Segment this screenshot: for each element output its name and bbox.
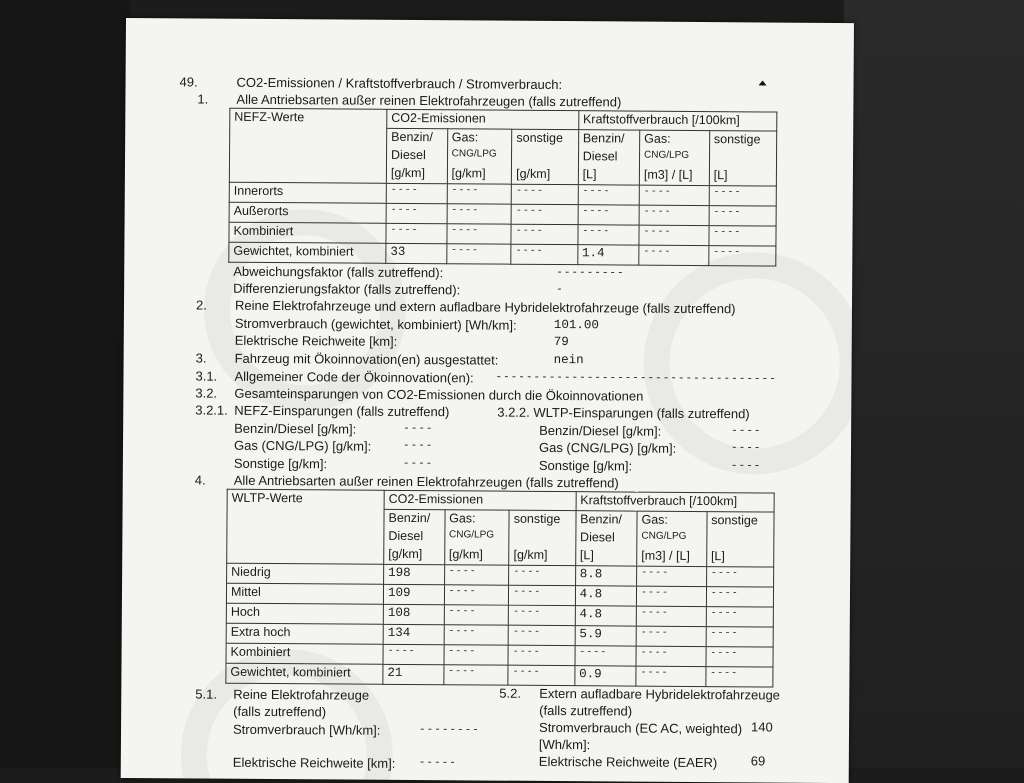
strom-value: 101.00	[553, 317, 599, 333]
unit-header: [g/km]	[509, 547, 576, 566]
wltp-rows	[226, 563, 774, 687]
table-cell: 1.4	[577, 245, 638, 265]
table-cell: ----	[447, 224, 512, 244]
sub-header: Gas:	[445, 510, 510, 529]
oeko-label: Fahrzeug mit Ökoinnovation(en) ausgestattet:	[234, 350, 499, 368]
co2-header: CO2-Emissionen	[387, 109, 579, 129]
unit-header: [L]	[575, 547, 636, 566]
table-cell: ----	[709, 226, 776, 246]
differenz-value: -	[556, 284, 564, 297]
table-cell: ----	[386, 183, 447, 203]
nefz-rows	[229, 182, 777, 266]
table-cell: ----	[636, 646, 706, 666]
sub-header: Benzin/	[576, 511, 637, 530]
table-cell: ----	[639, 245, 709, 265]
sub-header: Gas:	[640, 130, 710, 149]
savings-title: Gesamteinsparungen von CO2-Emissionen durch die Ökoinnovationen	[234, 385, 644, 404]
right-savings-label: Benzin/Diesel [g/km]:	[539, 422, 662, 439]
unit-header: [g/km]	[444, 546, 509, 565]
table-cell: ----	[709, 246, 776, 266]
table-cell: ----	[511, 244, 578, 264]
table-cell: ----	[636, 626, 706, 646]
row-label: Kombiniert	[229, 222, 386, 243]
table-cell: 8.8	[575, 566, 636, 586]
table-cell: ----	[709, 206, 776, 226]
table-cell: ----	[383, 644, 444, 664]
unit-header: [g/km]	[384, 546, 445, 565]
table-cell: ----	[706, 607, 773, 627]
sub-header: Benzin/	[578, 130, 639, 149]
corner-mark-icon	[759, 80, 767, 85]
table-cell: ----	[578, 225, 639, 245]
unit-header: [L]	[709, 167, 776, 186]
sub-header	[709, 149, 776, 167]
table-cell: ----	[447, 184, 512, 204]
wltp-savings-title: 3.2.2. WLTP-Einsparungen (falls zutreffend)	[497, 404, 750, 422]
table-cell: ----	[444, 565, 509, 585]
sub-header	[509, 529, 576, 547]
section-number: 49.	[179, 74, 198, 90]
sub-header: Benzin/	[384, 509, 445, 528]
table-cell: ----	[509, 565, 576, 585]
s52-reichweite-label: Elektrische Reichweite (EAER)	[538, 753, 718, 771]
s51-title: Reine Elektrofahrzeuge	[233, 686, 370, 703]
s52-strom-label: Stromverbrauch (EC AC, weighted)	[539, 719, 743, 737]
row-label: Hoch	[226, 603, 383, 624]
nefz-table	[228, 108, 777, 267]
left-savings-value: ----	[402, 439, 434, 453]
oeko-value: nein	[553, 352, 584, 368]
table-cell: ----	[508, 625, 575, 645]
table-cell: ----	[709, 186, 776, 206]
right-savings-value: ----	[730, 442, 762, 455]
right-savings-label: Gas (CNG/LPG) [g/km]:	[538, 439, 677, 456]
table-label: NEFZ-Werte	[229, 108, 387, 183]
sub-header: sonstige	[509, 510, 576, 529]
table-cell: ----	[636, 666, 706, 686]
right-savings-value: ----	[730, 460, 762, 473]
table-cell: 109	[383, 584, 444, 604]
table-cell: ----	[443, 665, 508, 685]
table-cell: ----	[386, 203, 447, 223]
table-cell: ----	[444, 585, 509, 605]
table-cell: ----	[636, 606, 706, 626]
sub-header: CNG/LPG	[637, 530, 707, 548]
row-label: Gewichtet, kombiniert	[229, 242, 386, 263]
table-cell: ----	[706, 627, 773, 647]
section-number: 3.2.	[195, 385, 218, 401]
background-left	[0, 0, 130, 768]
reichweite-value: 79	[553, 334, 569, 350]
table-cell: ----	[444, 605, 509, 625]
table-cell: ----	[706, 587, 773, 607]
sub-header: CNG/LPG	[447, 147, 512, 165]
sub-header: Diesel	[384, 528, 445, 546]
table-cell: ----	[575, 646, 636, 666]
sub-header: Gas:	[637, 511, 707, 530]
s52-subtitle: (falls zutreffend)	[539, 702, 633, 719]
table-cell: ----	[509, 605, 576, 625]
fuel-header: Kraftstoffverbrauch [/100km]	[576, 492, 774, 512]
table-cell: ----	[706, 567, 773, 587]
table-cell: ----	[639, 205, 709, 225]
abweichung-value: ---------	[556, 267, 625, 280]
right-savings-value: ----	[731, 425, 762, 438]
right-savings-label: Sonstige [g/km]:	[538, 457, 633, 474]
table-cell: ----	[706, 667, 773, 687]
section-title: Alle Antriebsarten außer reinen Elektrofahrzeugen (falls zutreffend)	[236, 91, 622, 110]
row-label: Innerorts	[229, 182, 386, 203]
oeko-code-value: -------------------------------------	[495, 371, 777, 386]
sub-header: sonstige	[512, 129, 579, 148]
table-cell: 5.9	[575, 626, 636, 646]
unit-header: [L]	[706, 548, 773, 567]
table-cell: ----	[511, 184, 578, 204]
section-number: 1.	[197, 91, 209, 107]
section-number: 4.	[194, 472, 206, 488]
row-label: Gewichtet, kombiniert	[226, 663, 383, 684]
table-cell: 0.9	[575, 666, 636, 686]
table-cell: 108	[383, 604, 444, 624]
left-savings-value: ----	[402, 457, 434, 471]
table-cell: 4.8	[575, 586, 636, 606]
table-cell: ----	[637, 566, 707, 586]
table-cell: ----	[447, 204, 512, 224]
table-cell: ----	[511, 224, 578, 244]
unit-header: [g/km]	[447, 165, 512, 184]
sub-header	[707, 530, 774, 548]
s52-strom-value: 140	[751, 719, 773, 735]
section-number: 2.	[195, 297, 207, 313]
table-cell: ----	[578, 205, 639, 225]
document-page	[121, 18, 854, 783]
s51-strom-value: --------	[418, 724, 480, 737]
table-cell: ----	[639, 185, 709, 205]
table-cell: ----	[444, 625, 509, 645]
row-label: Kombiniert	[226, 643, 383, 664]
wltp-table	[225, 489, 774, 688]
row-label: Außerorts	[229, 202, 386, 223]
s52-title: Extern aufladbare Hybridelektrofahrzeuge	[539, 685, 780, 703]
unit-header: [m3] / [L]	[637, 548, 707, 567]
sub-header: CNG/LPG	[639, 149, 709, 167]
left-savings-label: Benzin/Diesel [g/km]:	[234, 420, 357, 437]
unit-header: [g/km]	[512, 166, 579, 185]
unit-header: [g/km]	[386, 165, 447, 184]
table-cell: ----	[636, 586, 706, 606]
row-label: Niedrig	[227, 563, 384, 584]
table-cell: ----	[578, 185, 639, 205]
section-number: 3.2.1.	[195, 402, 228, 418]
table-cell: ----	[386, 223, 447, 243]
section-number: 5.1.	[195, 686, 218, 702]
table-cell: 33	[386, 243, 447, 263]
differenz-label: Differenzierungsfaktor (falls zutreffend):	[233, 280, 461, 298]
section-title: Reine Elektrofahrzeuge und extern aufladbare Hybridelektrofahrzeuge (falls zutreffend)	[234, 297, 736, 317]
row-label: Mittel	[226, 583, 383, 604]
s51-subtitle: (falls zutreffend)	[233, 703, 327, 720]
fuel-header: Kraftstoffverbrauch [/100km]	[578, 111, 776, 131]
table-row	[226, 663, 773, 687]
section-number: 5.2.	[499, 685, 522, 701]
table-cell: ----	[706, 647, 773, 667]
table-cell: 198	[384, 564, 445, 584]
reichweite-label: Elektrische Reichweite [km]:	[234, 332, 398, 349]
table-cell: 21	[383, 664, 444, 684]
row-label: Extra hoch	[226, 623, 383, 644]
section-number: 3.	[195, 350, 207, 366]
sub-header: Diesel	[386, 147, 447, 165]
sub-header: Benzin/	[387, 128, 448, 147]
table-row	[229, 242, 776, 266]
section-number: 3.1.	[195, 368, 218, 384]
s51-strom-label: Stromverbrauch [Wh/km]:	[232, 721, 381, 738]
oeko-code-label: Allgemeiner Code der Ökoinnovation(en):	[234, 368, 474, 386]
left-savings-value: ----	[403, 422, 434, 436]
table-cell: 4.8	[575, 606, 636, 626]
s52-strom-unit: [Wh/km]:	[538, 736, 591, 753]
unit-header: [L]	[578, 166, 639, 185]
s51-reichweite-value: -----	[418, 757, 457, 770]
table-cell: ----	[508, 665, 575, 685]
left-savings-label: Sonstige [g/km]:	[233, 455, 328, 472]
sub-header	[512, 148, 579, 166]
table-label: WLTP-Werte	[227, 489, 385, 564]
left-savings-label: Gas (CNG/LPG) [g/km]:	[233, 437, 372, 454]
table-cell: ----	[639, 225, 709, 245]
nefz-savings-title: NEFZ-Einsparungen (falls zutreffend)	[234, 402, 450, 420]
section-title: CO2-Emissionen / Kraftstoffverbrauch / Stromverbrauch:	[236, 74, 563, 93]
table-cell: ----	[511, 204, 578, 224]
sub-header: Diesel	[576, 529, 637, 547]
unit-header: [m3] / [L]	[639, 167, 709, 186]
sub-header: Gas:	[447, 129, 512, 148]
table-cell: ----	[446, 244, 511, 264]
sub-header: sonstige	[707, 512, 774, 531]
table-cell: 134	[383, 624, 444, 644]
sub-header: CNG/LPG	[444, 528, 509, 546]
table-cell: ----	[444, 645, 509, 665]
sub-header: Diesel	[578, 148, 639, 166]
sub-header: sonstige	[709, 131, 776, 150]
co2-header: CO2-Emissionen	[384, 490, 576, 510]
abweichung-label: Abweichungsfaktor (falls zutreffend):	[233, 263, 444, 281]
strom-label: Stromverbrauch (gewichtet, kombiniert) [Wh/km]:	[234, 315, 517, 333]
section-title: Alle Antriebsarten außer reinen Elektrofahrzeugen (falls zutreffend)	[233, 472, 619, 491]
s51-reichweite-label: Elektrische Reichweite [km]:	[232, 754, 396, 771]
table-cell: ----	[508, 645, 575, 665]
s52-reichweite-value: 69	[750, 753, 766, 769]
background-right	[844, 0, 1024, 768]
table-cell: ----	[509, 585, 576, 605]
